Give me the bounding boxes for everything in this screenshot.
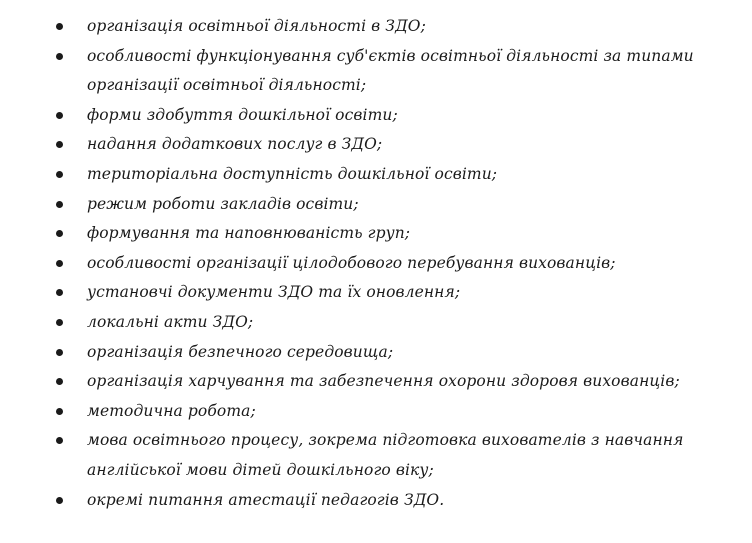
list-item bbox=[0, 367, 752, 397]
list-item-text: організація безпечного середовища; bbox=[87, 342, 394, 361]
bullet-dot-icon bbox=[56, 230, 63, 237]
list-item-text: особливості функціонування суб'єктів освітньої діяльності за типами організації освітньої діяльності; bbox=[87, 46, 694, 95]
list-item bbox=[0, 42, 752, 101]
list-item bbox=[0, 486, 752, 516]
bullet-dot-icon bbox=[56, 171, 63, 178]
list-item-text: територіальна доступність дошкільної освіти; bbox=[87, 164, 498, 183]
list-item bbox=[0, 190, 752, 220]
bullet-dot-icon bbox=[56, 201, 63, 208]
bullet-dot-icon bbox=[56, 437, 63, 444]
list-item-text: надання додаткових послуг в ЗДО; bbox=[87, 135, 383, 154]
bullet-dot-icon bbox=[56, 53, 63, 60]
list-item bbox=[0, 426, 752, 485]
bullet-dot-icon bbox=[56, 497, 63, 504]
list-item bbox=[0, 308, 752, 338]
list-item bbox=[0, 397, 752, 427]
list-item-text: локальні акти ЗДО; bbox=[87, 312, 254, 331]
list-item-text: мова освітнього процесу, зокрема підготовка вихователів з навчання англійської мови дітей дошкільного віку; bbox=[87, 431, 684, 479]
list-item bbox=[0, 278, 752, 308]
bullet-dot-icon bbox=[56, 141, 63, 148]
list-item-text: окремі питання атестації педагогів ЗДО. bbox=[87, 490, 445, 509]
list-item bbox=[0, 160, 752, 190]
list-item bbox=[0, 249, 752, 279]
list-item-text: особливості організації цілодобового перебування вихованців; bbox=[87, 253, 616, 272]
list-item-text: організація харчування та забезпечення охорони здоровя вихованців; bbox=[87, 372, 680, 391]
list-item bbox=[0, 338, 752, 368]
bullet-dot-icon bbox=[56, 112, 63, 119]
list-item bbox=[0, 219, 752, 249]
list-item bbox=[0, 130, 752, 160]
list-item-text: установчі документи ЗДО та їх оновлення; bbox=[87, 283, 461, 302]
list-item bbox=[0, 12, 752, 42]
list-item bbox=[0, 101, 752, 131]
bullet-dot-icon bbox=[56, 378, 63, 385]
bullet-dot-icon bbox=[56, 260, 63, 267]
bullet-dot-icon bbox=[56, 349, 63, 356]
list-item-text: форми здобуття дошкільної освіти; bbox=[87, 105, 398, 124]
bullet-list bbox=[0, 12, 752, 515]
bullet-dot-icon bbox=[56, 289, 63, 296]
list-item-text: формування та наповнюваність груп; bbox=[87, 224, 411, 243]
list-item-text: організація освітньої діяльності в ЗДО; bbox=[87, 17, 426, 35]
bullet-dot-icon bbox=[56, 319, 63, 326]
list-item-text: методична робота; bbox=[87, 401, 256, 420]
bullet-dot-icon bbox=[56, 408, 63, 415]
list-item-text: режим роботи закладів освіти; bbox=[87, 194, 359, 213]
bullet-dot-icon bbox=[56, 23, 63, 30]
